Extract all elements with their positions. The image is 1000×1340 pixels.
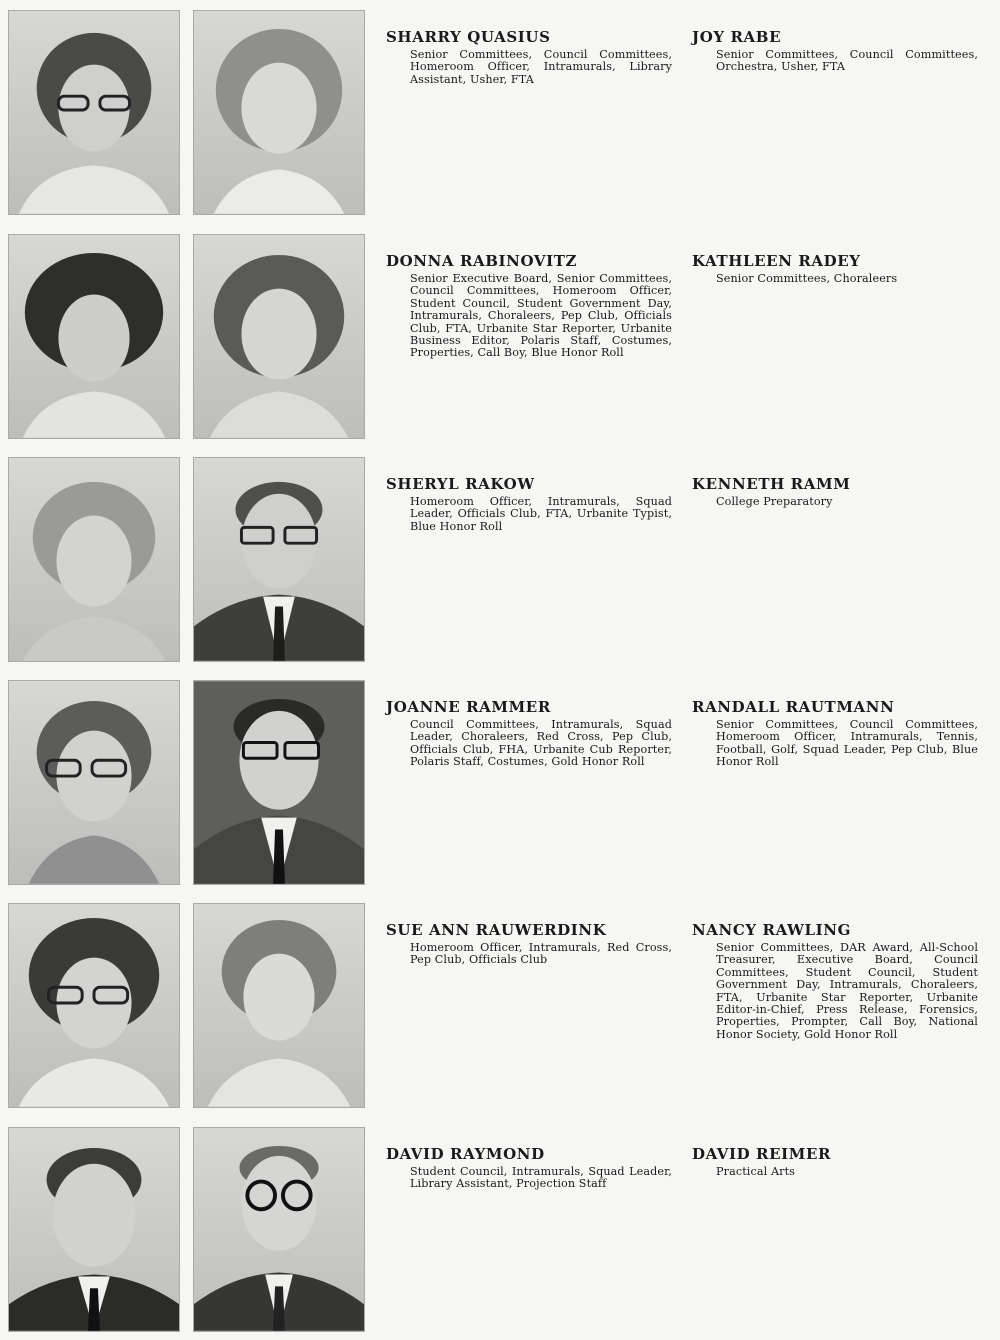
senior-portrait	[8, 680, 180, 885]
portrait-male-icon	[194, 458, 364, 661]
senior-portrait	[193, 234, 365, 439]
senior-activities: Homeroom Officer, Intramurals, Squad Leader, Officials Club, FTA, Urbanite Typist, Blue Honor Roll	[410, 495, 672, 533]
senior-name: JOANNE RAMMER	[386, 698, 551, 716]
senior-portrait	[193, 10, 365, 215]
senior-portrait	[193, 903, 365, 1108]
portrait-male-icon	[194, 681, 364, 884]
senior-entry	[386, 475, 676, 533]
senior-portrait	[8, 1127, 180, 1332]
senior-name: KATHLEEN RADEY	[692, 252, 861, 270]
senior-portrait	[8, 457, 180, 662]
senior-row	[0, 903, 1000, 1108]
senior-row	[0, 10, 1000, 215]
senior-activities: Council Committees, Intramurals, Squad Leader, Choraleers, Red Cross, Pep Club, Officials Club, FHA, Urbanite Cub Reporter, Polaris Staff, Costumes, Gold Honor Roll	[410, 718, 672, 769]
senior-name: SHARRY QUASIUS	[386, 28, 551, 46]
portrait-female-icon	[9, 11, 179, 214]
senior-name: DAVID RAYMOND	[386, 1145, 545, 1163]
senior-entry	[692, 28, 982, 74]
portrait-female-icon	[9, 458, 179, 661]
senior-activities: College Preparatory	[716, 495, 833, 508]
portrait-male-icon	[9, 1128, 179, 1331]
senior-activities: Senior Committees, Choraleers	[716, 272, 898, 285]
senior-activities: Student Council, Intramurals, Squad Leader, Library Assistant, Projection Staff	[410, 1165, 672, 1191]
senior-activities: Senior Committees, Council Committees, Homeroom Officer, Intramurals, Tennis, Football, Golf, Squad Leader, Pep Club, Blue Honor Roll	[716, 718, 978, 769]
portrait-female-icon	[194, 235, 364, 438]
senior-name: KENNETH RAMM	[692, 475, 851, 493]
senior-name: DONNA RABINOVITZ	[386, 252, 578, 270]
senior-portrait	[8, 234, 180, 439]
senior-activities: Practical Arts	[716, 1165, 796, 1178]
portrait-female-icon	[9, 681, 179, 884]
senior-row	[0, 457, 1000, 662]
senior-entry	[386, 698, 676, 769]
senior-entry	[692, 698, 982, 769]
senior-entry	[386, 1145, 676, 1191]
portrait-female-icon	[9, 235, 179, 438]
portrait-female-icon	[194, 904, 364, 1107]
senior-entry	[692, 252, 982, 285]
senior-row	[0, 680, 1000, 885]
senior-entry	[386, 28, 676, 86]
senior-entry	[386, 921, 676, 967]
senior-row	[0, 1127, 1000, 1332]
senior-portrait	[193, 1127, 365, 1332]
senior-entry	[692, 1145, 982, 1178]
senior-entry	[692, 475, 982, 508]
portrait-female-icon	[9, 904, 179, 1107]
senior-name: SUE ANN RAUWERDINK	[386, 921, 607, 939]
senior-portrait	[193, 457, 365, 662]
senior-activities: Senior Executive Board, Senior Committees, Council Committees, Homeroom Officer, Student Council, Student Government Day, Intramurals, Choraleers, Pep Club, Officials Club, FTA, Urbanite Star Reporter, Urbanite Business Editor, Polaris Staff, Costumes, Properties, Call Boy, Blue Honor Roll	[410, 272, 672, 360]
senior-activities: Senior Committees, Council Committees, Homeroom Officer, Intramurals, Library Assistant, Usher, FTA	[410, 48, 672, 86]
senior-entry	[386, 252, 676, 360]
senior-entry	[692, 921, 982, 1041]
senior-name: DAVID REIMER	[692, 1145, 832, 1163]
senior-name: NANCY RAWLING	[692, 921, 852, 939]
senior-activities: Senior Committees, DAR Award, All-School Treasurer, Executive Board, Council Committees, Student Council, Student Government Day, Intramurals, Choraleers, FTA, Urbanite Star Reporter, Urbanite Editor-in-Chief, Press Release, Forensics, Properties, Prompter, Call Boy, National Honor Society, Gold Honor Roll	[716, 941, 978, 1041]
senior-name: SHERYL RAKOW	[386, 475, 535, 493]
senior-activities: Homeroom Officer, Intramurals, Red Cross, Pep Club, Officials Club	[410, 941, 672, 967]
senior-portrait	[193, 680, 365, 885]
senior-name: JOY RABE	[692, 28, 782, 46]
senior-name: RANDALL RAUTMANN	[692, 698, 895, 716]
portrait-female-icon	[194, 11, 364, 214]
senior-row	[0, 234, 1000, 439]
senior-portrait	[8, 10, 180, 215]
portrait-male-icon	[194, 1128, 364, 1331]
senior-portrait	[8, 903, 180, 1108]
senior-activities: Senior Committees, Council Committees, Orchestra, Usher, FTA	[716, 48, 978, 74]
